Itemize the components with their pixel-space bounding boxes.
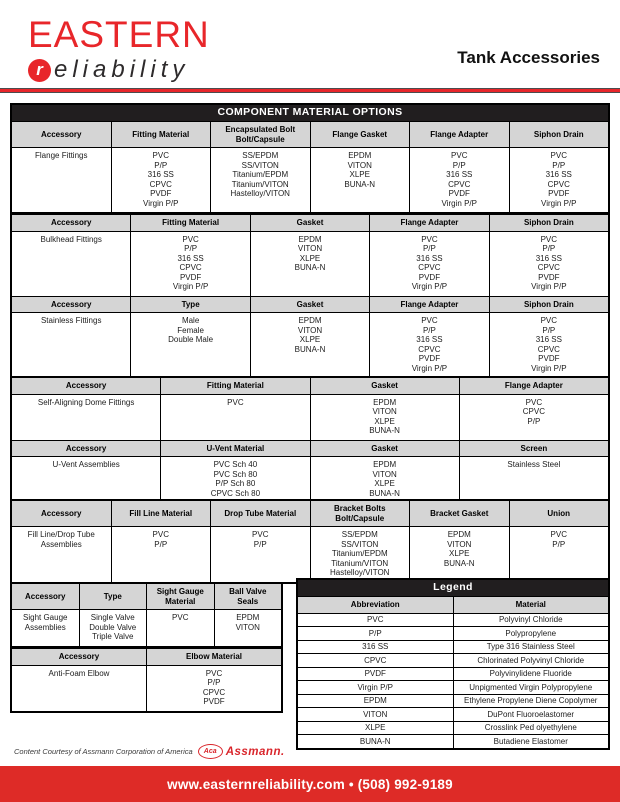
table-row xyxy=(298,680,608,694)
fill-line-drop-tube-table xyxy=(10,499,610,584)
brand-wordmark-eastern: EASTERN xyxy=(28,14,210,55)
column-header: Gasket xyxy=(250,215,369,231)
column-header: Siphon Drain xyxy=(489,215,608,231)
anti-foam-elbow-table xyxy=(10,647,283,713)
header-row xyxy=(12,215,608,231)
table-cell: DuPont Fluoroelastomer xyxy=(453,708,609,721)
table-row xyxy=(12,312,608,377)
column-header: Flange Adapter xyxy=(409,122,509,147)
column-header: Gasket xyxy=(310,378,459,394)
table-row xyxy=(298,613,608,627)
header-row xyxy=(12,501,608,526)
column-header: Accessory xyxy=(12,378,160,394)
table-cell: Chlorinated Polyvinyl Chloride xyxy=(453,654,609,667)
table-cell: Single Valve Double Valve Triple Valve xyxy=(79,610,147,646)
table-cell: PVC P/P 316 SS CPVC PVDF Virgin P/P xyxy=(509,148,609,212)
table-cell: PVC P/P CPVC PVDF xyxy=(146,666,281,711)
table-row xyxy=(12,526,608,582)
table-title: Legend xyxy=(298,580,608,597)
column-header: Fitting Material xyxy=(111,122,211,147)
footer-contact-text: www.easternreliability.com • (508) 992-9189 xyxy=(167,776,453,792)
column-header: Accessory xyxy=(12,122,111,147)
column-header: Accessory xyxy=(12,297,130,313)
table-cell: PVC P/P 316 SS CPVC PVDF Virgin P/P xyxy=(409,148,509,212)
table-row xyxy=(298,707,608,721)
column-header: Type xyxy=(130,297,249,313)
table-cell: PVC xyxy=(160,395,309,440)
column-header: Bracket Gasket xyxy=(409,501,509,526)
courtesy-text: Content Courtesy of Assmann Corporation of America xyxy=(14,747,193,756)
table-row xyxy=(298,640,608,654)
table-cell: EPDM VITON XLPE BUNA-N xyxy=(250,313,369,377)
table-cell: Stainless Steel xyxy=(459,457,608,502)
table-row xyxy=(12,394,608,440)
column-header: Flange Adapter xyxy=(369,215,488,231)
table-cell: EPDM VITON XLPE BUNA-N xyxy=(310,457,459,502)
table-cell: U-Vent Assemblies xyxy=(52,460,120,469)
table-cell: EPDM VITON xyxy=(214,610,282,646)
table-cell: PVC xyxy=(367,615,384,624)
header-row xyxy=(12,440,608,457)
header-row xyxy=(12,122,608,147)
header-row xyxy=(12,649,281,665)
dome-fittings-uvent-table xyxy=(10,376,610,504)
table-row xyxy=(12,147,608,212)
column-header: Type xyxy=(79,584,147,609)
header-row xyxy=(12,296,608,313)
column-header: Encapsulated Bolt Bolt/Capsule xyxy=(210,122,310,147)
column-header: Elbow Material xyxy=(146,649,281,665)
table-row xyxy=(12,231,608,296)
column-header: Fitting Material xyxy=(160,378,309,394)
column-header: Siphon Drain xyxy=(509,122,609,147)
column-header: Accessory xyxy=(12,215,130,231)
table-cell: Crosslink Ped olyethylene xyxy=(453,722,609,735)
column-header: Sight Gauge Material xyxy=(146,584,214,609)
sight-gauge-table xyxy=(10,582,283,648)
column-header: Bracket Bolts Bolt/Capsule xyxy=(310,501,410,526)
table-cell: Bulkhead Fittings xyxy=(40,234,102,244)
table-cell: PVC P/P xyxy=(509,527,609,582)
table-cell: Sight Gauge Assemblies xyxy=(23,613,68,632)
table-cell: Ethylene Propylene Diene Copolymer xyxy=(453,695,609,708)
column-header: Accessory xyxy=(12,584,79,609)
table-cell: Anti-Foam Elbow xyxy=(48,668,110,678)
header-divider-rule xyxy=(0,88,620,93)
table-cell: Polyvinylidene Fluoride xyxy=(453,668,609,681)
column-header: Drop Tube Material xyxy=(210,501,310,526)
table-cell: 316 SS xyxy=(362,642,389,651)
table-cell: SS/EPDM SS/VITON Titanium/EPDM Titanium/VITON Hastelloy/VITON xyxy=(310,527,410,582)
table-cell: Self-Aligning Dome Fittings xyxy=(37,397,135,407)
table-cell: Unpigmented Virgin Polypropylene xyxy=(453,681,609,694)
column-header: Material xyxy=(453,597,609,613)
column-header: Accessory xyxy=(12,501,111,526)
table-row xyxy=(12,665,281,711)
table-cell: PVC P/P xyxy=(210,527,310,582)
page-title: Tank Accessories xyxy=(457,48,600,67)
table-cell: P/P xyxy=(368,628,382,638)
table-cell: Polyvinyl Chloride xyxy=(453,614,609,627)
table-row xyxy=(298,667,608,681)
table-cell: Virgin P/P xyxy=(357,682,393,692)
table-row xyxy=(298,734,608,748)
table-cell: VITON xyxy=(363,709,388,719)
table-cell: XLPE xyxy=(365,723,386,732)
table-cell: PVC P/P 316 SS CPVC PVDF Virgin P/P xyxy=(369,232,488,296)
table-cell: PVC Sch 40 PVC Sch 80 P/P Sch 80 CPVC Sch 80 xyxy=(160,457,309,502)
table-cell: SS/EPDM SS/VITON Titanium/EPDM Titanium/VITON Hastelloy/VITON xyxy=(210,148,310,212)
footer-contact-bar xyxy=(0,766,620,802)
table-cell: Type 316 Stainless Steel xyxy=(453,641,609,654)
table-title: COMPONENT MATERIAL OPTIONS xyxy=(12,105,608,122)
column-header: U-Vent Material xyxy=(160,441,309,457)
table-row xyxy=(298,626,608,640)
bulkhead-stainless-fittings-table xyxy=(10,213,610,379)
header-row xyxy=(12,584,281,609)
column-header: Flange Adapter xyxy=(459,378,608,394)
column-header: Gasket xyxy=(250,297,369,313)
column-header: Union xyxy=(509,501,609,526)
table-cell: PVC P/P xyxy=(111,527,211,582)
table-cell: PVC P/P 316 SS CPVC PVDF Virgin P/P xyxy=(489,232,608,296)
table-row xyxy=(12,609,281,646)
table-cell: PVC xyxy=(146,610,214,646)
table-cell: PVC P/P 316 SS CPVC PVDF Virgin P/P xyxy=(111,148,211,212)
column-header: Accessory xyxy=(12,649,146,665)
table-cell: PVC P/P 316 SS CPVC PVDF Virgin P/P xyxy=(369,313,488,377)
column-header: Abbreviation xyxy=(298,597,453,613)
table-cell: EPDM VITON XLPE BUNA-N xyxy=(310,148,410,212)
table-cell: Butadiene Elastomer xyxy=(453,735,609,748)
table-cell: EPDM VITON XLPE BUNA-N xyxy=(310,395,459,440)
table-cell: EPDM VITON XLPE BUNA-N xyxy=(250,232,369,296)
content-courtesy-line xyxy=(14,744,285,759)
table-cell: PVDF xyxy=(364,669,386,678)
column-header: Siphon Drain xyxy=(489,297,608,313)
column-header: Gasket xyxy=(310,441,459,457)
table-cell: Stainless Fittings xyxy=(40,316,102,325)
table-cell: PVC P/P 316 SS CPVC PVDF Virgin P/P xyxy=(489,313,608,377)
header-row xyxy=(12,378,608,394)
table-row xyxy=(298,694,608,708)
assmann-oval-monogram: Aca xyxy=(203,748,217,755)
table-cell: PVC CPVC P/P xyxy=(459,395,608,440)
brand-wordmark-reliability-text: eliability xyxy=(54,56,190,83)
column-header: Ball Valve Seals xyxy=(214,584,282,609)
header-row xyxy=(298,597,608,613)
table-cell: Polypropylene xyxy=(453,627,609,640)
column-header: Flange Gasket xyxy=(310,122,410,147)
assmann-oval-logo-icon xyxy=(198,744,223,759)
table-cell: EPDM VITON XLPE BUNA-N xyxy=(409,527,509,582)
column-header: Fill Line Material xyxy=(111,501,211,526)
table-cell: Flange Fittings xyxy=(35,151,88,160)
assmann-wordmark: Assmann. xyxy=(225,745,285,758)
table-cell: CPVC xyxy=(364,655,387,665)
table-cell: Male Female Double Male xyxy=(130,313,249,377)
column-header: Accessory xyxy=(12,441,160,457)
column-header: Fitting Material xyxy=(130,215,249,231)
table-row xyxy=(298,721,608,735)
brand-wordmark-reliability xyxy=(28,56,210,84)
column-header: Screen xyxy=(459,441,608,457)
table-cell: EPDM xyxy=(363,696,387,705)
legend-table xyxy=(296,578,610,750)
column-header: Flange Adapter xyxy=(369,297,488,313)
red-circle-r-icon: r xyxy=(28,59,51,82)
eastern-reliability-logo xyxy=(28,16,210,84)
table-row xyxy=(12,456,608,502)
table-row xyxy=(298,653,608,667)
component-material-options-table xyxy=(10,103,610,214)
table-cell: Fill Line/Drop Tube Assemblies xyxy=(27,530,95,549)
table-cell: PVC P/P 316 SS CPVC PVDF Virgin P/P xyxy=(130,232,249,296)
table-cell: BUNA-N xyxy=(359,736,391,746)
